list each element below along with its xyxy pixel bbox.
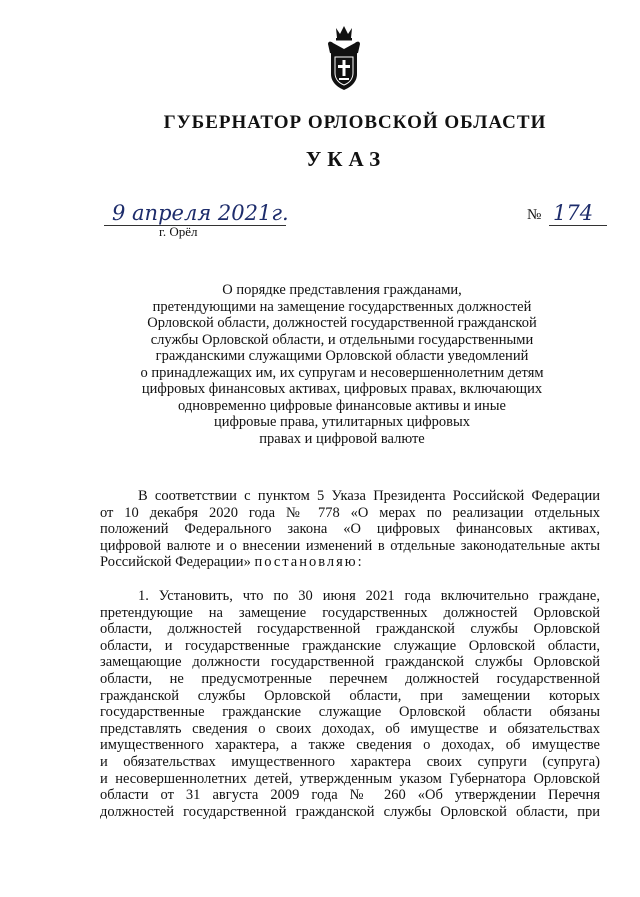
title-line: правах и цифровой валюте bbox=[259, 430, 425, 447]
title-line: цифровые права, утилитарных цифровых bbox=[213, 414, 471, 430]
preamble-paragraph bbox=[100, 488, 600, 571]
text-line: гражданской службы Орловской области, при замещении которых bbox=[100, 687, 600, 704]
issuing-authority: ГУБЕРНАТОР ОРЛОВСКОЙ ОБЛАСТИ bbox=[163, 112, 547, 133]
paragraph-1 bbox=[100, 588, 600, 820]
title-line: одновременно цифровые финансовые активы и иные bbox=[178, 397, 506, 414]
decree-word: постановляю: bbox=[254, 554, 364, 571]
document-title bbox=[118, 282, 566, 447]
text-line: области, и государственные гражданские служащие Орловской области, bbox=[100, 637, 600, 654]
title-line: о принадлежащих им, их супругам и несовершеннолетним детям bbox=[140, 364, 544, 381]
text-line: и несовершеннолетних детей, утвержденным указом Губернатора Орловской bbox=[100, 770, 600, 787]
text-line: замещающие должности государственной гражданской службы Орловской bbox=[100, 654, 600, 671]
title-line: Орловской области, должностей государственной гражданской bbox=[147, 315, 537, 331]
text-line bbox=[100, 554, 600, 571]
preamble-last-text: Российской Федерации» bbox=[100, 554, 251, 571]
text-line: имущественного характера, а также сведения о доходах, об имуществе bbox=[100, 737, 600, 754]
text-line: положений Федерального закона «О цифровых финансовых активах, bbox=[100, 521, 600, 538]
document-type: УКАЗ bbox=[305, 147, 387, 171]
title-line: претендующими на замещение государственных должностей bbox=[152, 298, 532, 315]
title-line: О порядке представления гражданами, bbox=[222, 282, 462, 298]
text-line: должностей государственной гражданской службы Орловской области, при bbox=[100, 803, 600, 820]
text-line: представлять сведения о своих доходах, об имуществе и обязательствах bbox=[100, 720, 600, 737]
title-line: цифровых финансовых активах, цифровых правах, включающих bbox=[141, 381, 543, 397]
text-line: от 10 декабря 2020 года № 778 «О мерах по реализации отдельных bbox=[100, 504, 600, 521]
text-line: области, должностей государственной гражданской службы Орловской bbox=[100, 621, 600, 638]
document-number-label: № bbox=[527, 207, 542, 223]
document-body bbox=[100, 488, 600, 837]
coat-of-arms-icon bbox=[322, 22, 366, 92]
text-line: В соответствии с пунктом 5 Указа Президента Российской Федерации bbox=[138, 488, 600, 504]
text-line: области от 31 августа 2009 года № 260 «Об утверждении Перечня bbox=[100, 787, 600, 804]
text-line: цифровой валюте и о внесении изменений в отдельные законодательные акты bbox=[100, 537, 600, 554]
document-date-handwritten: 9 апреля 2021г. bbox=[104, 201, 286, 226]
text-line: области, не предусмотренные перечнем должностей государственной bbox=[100, 670, 600, 687]
text-line: 1. Установить, что по 30 июня 2021 года включительно граждане, bbox=[138, 587, 600, 604]
text-line: претендующие на замещение государственных должностей Орловской bbox=[100, 604, 600, 621]
title-line: службы Орловской области, и отдельными государственными bbox=[150, 331, 534, 348]
document-number-handwritten: 174 bbox=[549, 201, 607, 226]
document-city: г. Орёл bbox=[159, 224, 198, 239]
text-line: государственные гражданские служащие Орловской области обязаны bbox=[100, 704, 600, 721]
title-line: гражданскими служащими Орловской области уведомлений bbox=[155, 348, 529, 364]
text-line: и обязательствах имущественного характера своих супруги (супруга) bbox=[100, 753, 600, 770]
